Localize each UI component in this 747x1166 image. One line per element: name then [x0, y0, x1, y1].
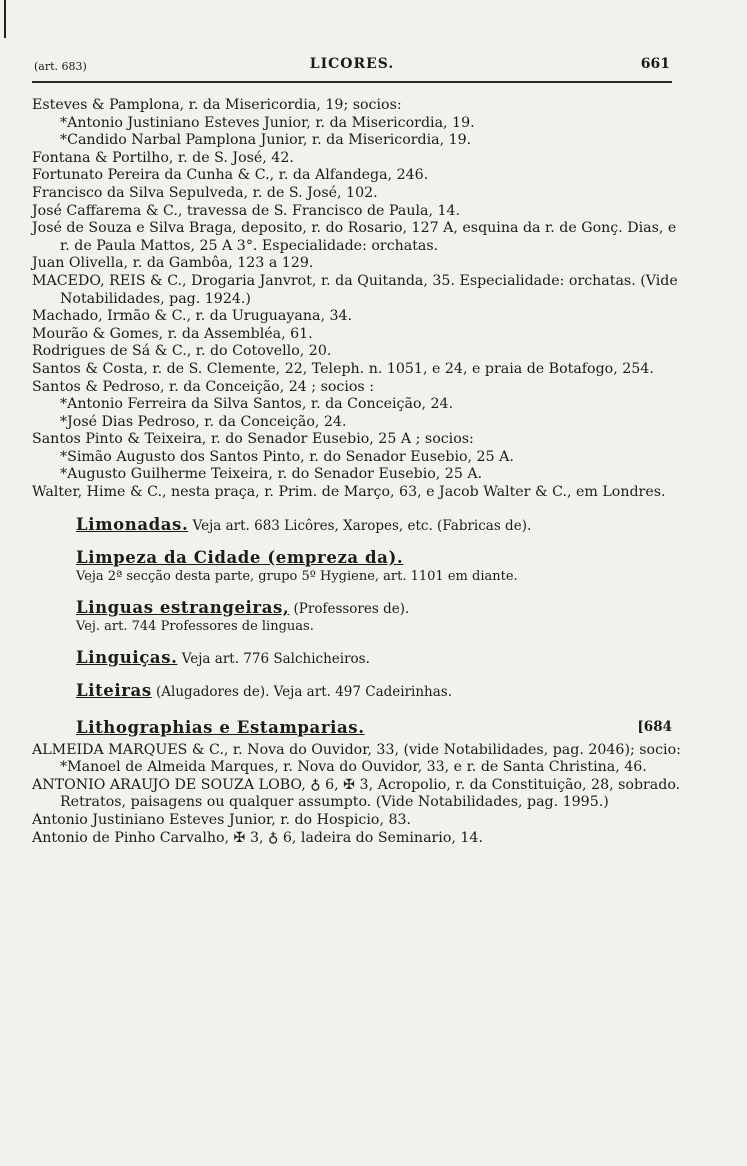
section-limpeza — [30, 549, 682, 585]
header-title: LICORES. — [309, 56, 395, 72]
list-item: Juan Olivella, r. da Gambôa, 123 a 129. — [32, 255, 314, 272]
header-article-ref: (art. 683) — [34, 60, 87, 73]
section-title: Linguas estrangeiras, — [76, 597, 290, 617]
partner-item: *Augusto Guilherme Teixeira, r. do Senador Eusebio, 25 A. — [60, 466, 483, 483]
page-body — [30, 97, 682, 847]
section-title: Limonadas. — [76, 514, 189, 534]
partner-item: *Antonio Justiniano Esteves Junior, r. da Misericordia, 19. — [60, 114, 475, 131]
list-item: Francisco da Silva Sepulveda, r. de S. José, 102. — [32, 184, 378, 201]
partner-item: *Antonio Ferreira da Silva Santos, r. da Conceição, 24. — [60, 396, 454, 413]
partner-item: *Manoel de Almeida Marques, r. Nova do Ouvidor, 33, e r. de Santa Christina, 46. — [60, 759, 647, 776]
list-item: Walter, Hime & C., nesta praça, r. Prim. de Março, 63, e Jacob Walter & C., em Londres. — [32, 484, 666, 501]
list-item: Esteves & Pamplona, r. da Misericordia, 19; socios: — [32, 97, 402, 113]
list-item: Mourão & Gomes, r. da Assembléa, 61. — [32, 325, 313, 342]
partner-item: *Candido Narbal Pamplona Junior, r. da Misericordia, 19. — [60, 132, 472, 149]
section-lithographias-heading — [30, 719, 682, 736]
section-reference: (Alugadores de). Veja art. 497 Cadeirinhas. — [156, 683, 453, 700]
lithographias-list — [30, 742, 682, 848]
list-item: Fortunato Pereira da Cunha & C., r. da Alfandega, 246. — [32, 167, 429, 184]
section-limonadas — [30, 516, 682, 535]
list-item: Rodrigues de Sá & C., r. do Cotovello, 20. — [32, 343, 332, 360]
section-title: Lithographias e Estamparias. — [76, 717, 365, 737]
section-linguicas — [30, 649, 682, 668]
list-item: MACEDO, REIS & C., Drogaria Janvrot, r. da Quitanda, 35. Especialidade: orchatas. (Vide Notabilidades, pag. 1924.) — [32, 272, 678, 307]
list-item: José Caffarema & C., travessa de S. Francisco de Paula, 14. — [32, 202, 461, 219]
list-item: Santos Pinto & Teixeira, r. do Senador Eusebio, 25 A ; socios: — [32, 431, 474, 448]
section-title: Limpeza da Cidade (empreza da). — [76, 547, 404, 567]
licores-list — [30, 97, 682, 502]
list-item: Antonio de Pinho Carvalho, ✠ 3, ♁ 6, ladeira do Seminario, 14. — [32, 829, 483, 846]
scan-edge-mark — [4, 0, 6, 38]
section-reference: Vej. art. 744 Professores de linguas. — [76, 618, 314, 634]
section-title: Linguiças. — [76, 647, 178, 667]
partner-item: *José Dias Pedroso, r. da Conceição, 24. — [60, 413, 347, 430]
list-item: ANTONIO ARAUJO DE SOUZA LOBO, ♁ 6, ✠ 3, Acropolio, r. da Constituição, 28, sobrado. Retratos, paisagens ou qualquer assumpto. (Vide Notabilidades, pag. 1995.) — [32, 776, 681, 811]
list-item: José de Souza e Silva Braga, deposito, r. do Rosario, 127 A, esquina da r. de Gonç. Dias, e r. de Paula Mattos, 25 A 3°. Especialidade: orchatas. — [32, 220, 677, 254]
section-liteiras — [30, 682, 682, 701]
header-rule — [32, 81, 672, 83]
section-reference: Veja art. 776 Salchicheiros. — [181, 650, 370, 667]
partner-item: *Simão Augusto dos Santos Pinto, r. do Senador Eusebio, 25 A. — [60, 448, 514, 465]
list-item: Santos & Costa, r. de S. Clemente, 22, Teleph. n. 1051, e 24, e praia de Botafogo, 254. — [32, 360, 654, 377]
page-header — [34, 56, 670, 78]
page-number: 661 — [640, 56, 670, 72]
list-item: Santos & Pedroso, r. da Conceição, 24 ; socios : — [32, 378, 374, 395]
section-title: Liteiras — [76, 680, 152, 700]
list-item: ALMEIDA MARQUES & C., r. Nova do Ouvidor, 33, (vide Notabilidades, pag. 2046); socio: — [32, 741, 681, 758]
section-reference: Veja 2ª secção desta parte, grupo 5º Hygiene, art. 1101 em diante. — [76, 568, 518, 584]
list-item: Fontana & Portilho, r. de S. José, 42. — [32, 149, 294, 166]
article-number: [684 — [637, 718, 672, 735]
section-linguas — [30, 599, 682, 635]
section-qualifier: (Professores de). — [293, 600, 410, 617]
section-reference: Veja art. 683 Licôres, Xaropes, etc. (Fabricas de). — [192, 517, 532, 534]
list-item: Antonio Justiniano Esteves Junior, r. do Hospicio, 83. — [32, 812, 412, 829]
list-item: Machado, Irmão & C., r. da Uruguayana, 34. — [32, 308, 353, 325]
